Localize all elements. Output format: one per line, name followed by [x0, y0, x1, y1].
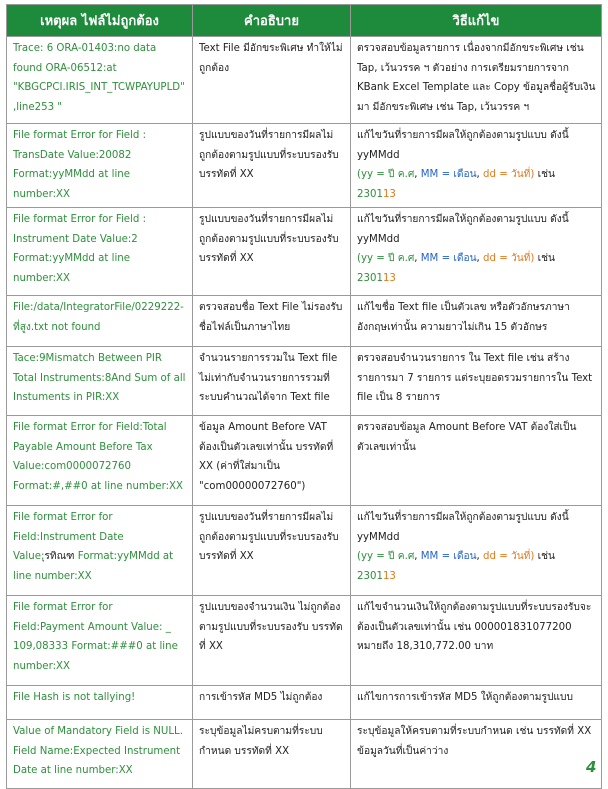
- date-format-legend: [357, 165, 596, 204]
- legend-close: ): [530, 253, 535, 264]
- legend-mm: MM = เดือน: [420, 253, 477, 264]
- table-row: [7, 506, 602, 596]
- description-cell: ข้อมูล Amount Before VAT ต้องเป็นตัวเลขเท่านั้น บรรทัดที่ XX (ค่าที่ใส่มาเป็น "com00000072760"): [193, 416, 351, 506]
- description-cell: ระบุข้อมูลไม่ครบตามที่ระบบกำหนด บรรทัดที่ XX: [193, 720, 351, 789]
- legend-mm: MM = เดือน: [420, 169, 477, 180]
- table-row: [7, 37, 602, 124]
- table-row: [7, 416, 602, 506]
- table-row: [7, 296, 602, 347]
- table-row: [7, 686, 602, 720]
- error-reference-table: [6, 4, 602, 789]
- legend-example-label: เช่น: [534, 551, 555, 562]
- legend-open: (: [357, 169, 361, 180]
- legend-separator: ,: [414, 169, 421, 180]
- solution-cell: [351, 124, 602, 208]
- table-row: [7, 208, 602, 296]
- solution-cell: ตรวจสอบจำนวนรายการ ใน Text file เช่น สร้างรายการมา 7 รายการ แต่ระบุยอดรวมรายการใน Text file เป็น 8 รายการ: [351, 347, 602, 416]
- solution-cell: แก้ไขชื่อ Text file เป็นตัวเลข หรือตัวอักษรภาษาอังกฤษเท่านั้น ความยาวไม่เกิน 15 ตัวอักษร: [351, 296, 602, 347]
- description-cell: รูปแบบของวันที่รายการมีผลไม่ถูกต้องตามรูปแบบที่ระบบรองรับ บรรทัดที่ XX: [193, 506, 351, 596]
- reason-cell: Value of Mandatory Field is NULL. Field Name:Expected Instrument Date at line number:XX: [7, 720, 193, 789]
- date-format-legend: [357, 249, 596, 288]
- legend-yy: yy = ปี ค.ศ: [360, 169, 415, 180]
- reason-text: Format:yyMMdd at line number:XX: [13, 551, 174, 582]
- legend-yy: yy = ปี ค.ศ: [360, 551, 415, 562]
- legend-example-label: เช่น: [534, 253, 555, 264]
- description-cell: จำนวนรายการรวมใน Text file ไม่เท่ากับจำนวนรายการรวมที่ระบบคำนวณได้จาก Text file: [193, 347, 351, 416]
- header-description: คำอธิบาย: [193, 5, 351, 37]
- reason-cell: Tace:9Mismatch Between PIR Total Instruments:8And Sum of all Instuments in PIR:XX: [7, 347, 193, 416]
- solution-cell: [351, 208, 602, 296]
- table-row: [7, 347, 602, 416]
- table-header-row: [7, 5, 602, 37]
- reason-cell: File format Error for Field:Total Payable Amount Before Tax Value:com0000072760 Format:#,##0 at line number:XX: [7, 416, 193, 506]
- solution-text: แก้ไขวันที่รายการมีผลให้ถูกต้องตามรูปแบบ ดังนี้ yyMMdd: [357, 214, 569, 245]
- solution-cell: แก้ไขจำนวนเงินให้ถูกต้องตามรูปแบบที่ระบบรองรับจะต้องเป็นตัวเลขเท่านั้น เช่น 000001831077200 หมายถึง 18,310,772.00 บาท: [351, 596, 602, 686]
- date-format-legend: [357, 547, 596, 586]
- reason-cell: File format Error for Field : TransDate Value:20082 Format:yyMMdd at line number:XX: [7, 124, 193, 208]
- description-cell: ตรวจสอบชื่อ Text File ไม่รองรับชื่อไฟล์เป็นภาษาไทย: [193, 296, 351, 347]
- header-solution: วิธีแก้ไข: [351, 5, 602, 37]
- solution-text: แก้ไขวันที่รายการมีผลให้ถูกต้องตามรูปแบบ ดังนี้ yyMMdd: [357, 130, 569, 161]
- legend-open: (: [357, 253, 361, 264]
- table-row: [7, 124, 602, 208]
- header-reason: เหตุผล ไฟล์ไม่ถูกต้อง: [7, 5, 193, 37]
- description-cell: Text File มีอักขระพิเศษ ทำให้ไม่ถูกต้อง: [193, 37, 351, 124]
- legend-example-label: เช่น: [534, 169, 555, 180]
- solution-cell: [351, 506, 602, 596]
- legend-close: ): [530, 551, 535, 562]
- solution-cell: แก้ไขการการเข้ารหัส MD5 ให้ถูกต้องตามรูปแบบ: [351, 686, 602, 720]
- legend-example-day: 13: [382, 188, 396, 200]
- legend-separator: ,: [414, 253, 421, 264]
- reason-cell: File:/data/IntegratorFile/0229222-ที่สูง.txt not found: [7, 296, 193, 347]
- legend-example-year: 2301: [357, 188, 383, 200]
- legend-open: (: [357, 551, 361, 562]
- legend-yy: yy = ปี ค.ศ: [360, 253, 415, 264]
- reason-cell: [7, 506, 193, 596]
- reason-thai-value: ุรทิณฑ: [44, 551, 75, 562]
- reason-text: File format Error for Field:Instrument Date Value:: [13, 512, 124, 562]
- legend-example-day: 13: [382, 570, 396, 582]
- solution-text: แก้ไขวันที่รายการมีผลให้ถูกต้องตามรูปแบบ ดังนี้ yyMMdd: [357, 512, 569, 543]
- legend-close: ): [530, 169, 535, 180]
- solution-cell: ตรวจสอบข้อมูล Amount Before VAT ต้องใส่เป็นตัวเลขเท่านั้น: [351, 416, 602, 506]
- table-row: [7, 596, 602, 686]
- description-cell: รูปแบบของจำนวนเงิน ไม่ถูกต้องตามรูปแบบที่ระบบรองรับ บรรทัดที่ XX: [193, 596, 351, 686]
- table-row: [7, 720, 602, 789]
- reason-cell: File Hash is not tallying!: [7, 686, 193, 720]
- legend-separator: ,: [476, 253, 484, 264]
- legend-example-year: 2301: [357, 272, 383, 284]
- solution-cell: ตรวจสอบข้อมูลรายการ เนื่องจากมีอักขระพิเศษ เช่น Tap, เว้นวรรค ฯ ตัวอย่าง การเตรียมรายการจาก KBank Excel Template และ Copy ข้อมูลชื่อผู้รับเงินมา มีอักขระพิเศษ เช่น Tap, เว้นวรรค ฯ: [351, 37, 602, 124]
- legend-dd: dd = วันที่: [483, 253, 531, 264]
- legend-example-day: 13: [382, 272, 396, 284]
- legend-separator: ,: [414, 551, 421, 562]
- legend-separator: ,: [476, 169, 484, 180]
- reason-cell: Trace: 6 ORA-01403:no data found ORA-06512:at "KBGCPCI.IRIS_INT_TCWPAYUPLD",line253 ": [7, 37, 193, 124]
- reason-cell: File format Error for Field:Payment Amount Value: _ 109,08333 Format:###0 at line number:XX: [7, 596, 193, 686]
- legend-separator: ,: [476, 551, 484, 562]
- legend-example-year: 2301: [357, 570, 383, 582]
- legend-dd: dd = วันที่: [483, 169, 531, 180]
- description-cell: รูปแบบของวันที่รายการมีผลไม่ถูกต้องตามรูปแบบที่ระบบรองรับ บรรทัดที่ XX: [193, 208, 351, 296]
- legend-mm: MM = เดือน: [420, 551, 477, 562]
- description-cell: การเข้ารหัส MD5 ไม่ถูกต้อง: [193, 686, 351, 720]
- page-number: 4: [586, 758, 597, 776]
- reason-cell: File format Error for Field : Instrument Date Value:2 Format:yyMMdd at line number:XX: [7, 208, 193, 296]
- description-cell: รูปแบบของวันที่รายการมีผลไม่ถูกต้องตามรูปแบบที่ระบบรองรับ บรรทัดที่ XX: [193, 124, 351, 208]
- solution-cell: ระบุข้อมูลให้ครบตามที่ระบบกำหนด เช่น บรรทัดที่ XX ข้อมูลวันที่เป็นค่าว่าง: [351, 720, 602, 789]
- legend-dd: dd = วันที่: [483, 551, 531, 562]
